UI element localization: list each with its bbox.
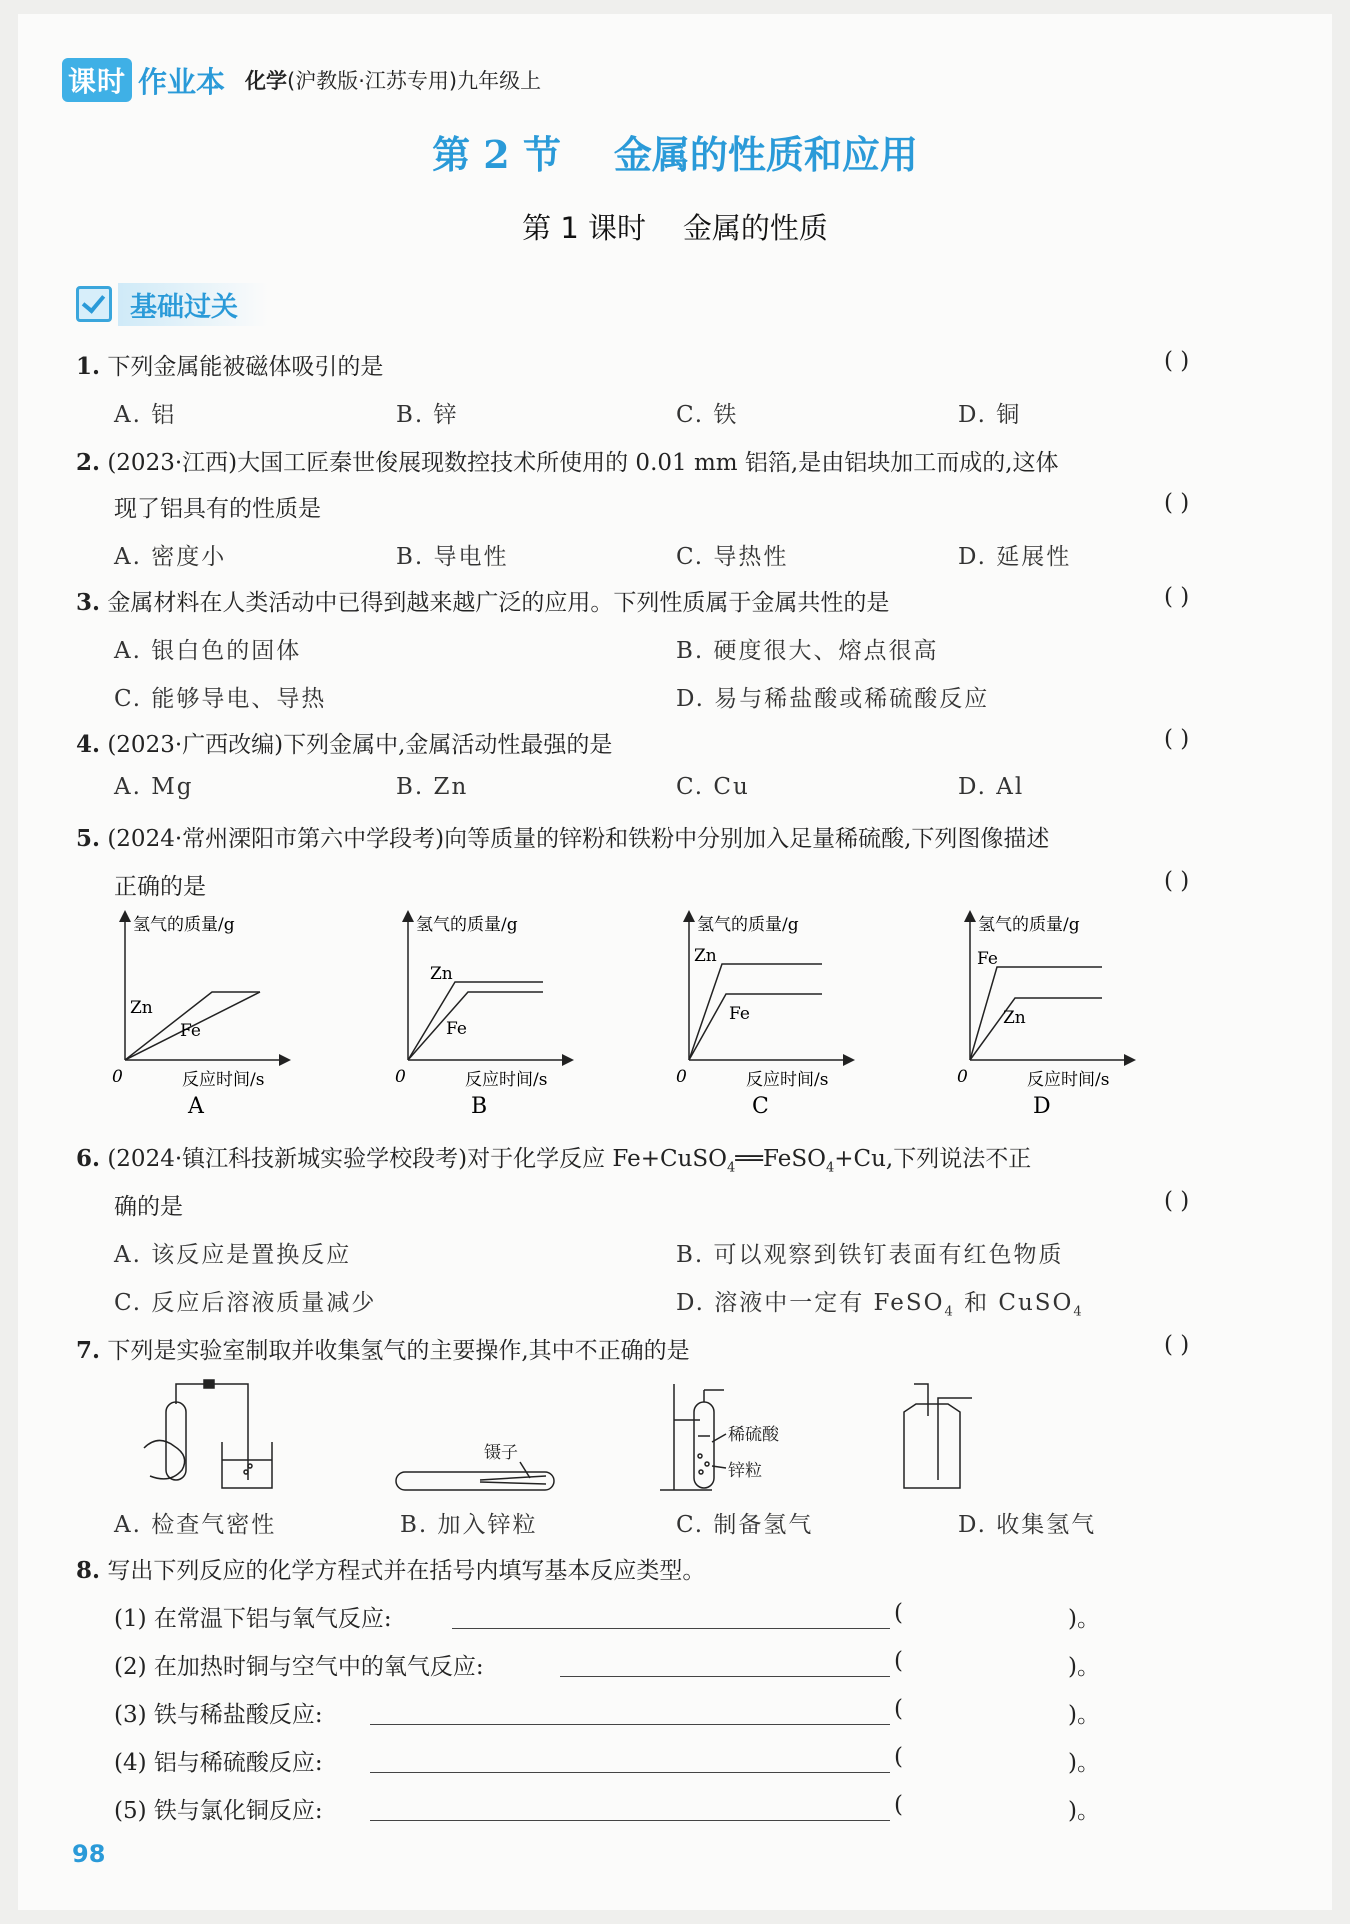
q6-line2: 确的是 xyxy=(114,1194,183,1220)
q3-paren: ( ) xyxy=(1164,584,1190,610)
q1-opt-d: D. 铜 xyxy=(958,402,1022,428)
q2-paren: ( ) xyxy=(1164,490,1190,516)
subject-name: 化学 xyxy=(245,69,288,93)
q3-num: 3. xyxy=(76,589,101,616)
q1-paren: ( ) xyxy=(1164,348,1190,374)
water-beaker xyxy=(222,1442,272,1488)
graph-c-ylabel: 氢气的质量/g xyxy=(697,915,799,935)
graph-c-letter: C xyxy=(752,1094,769,1119)
graph-a-bottom: Fe xyxy=(180,1021,201,1041)
fig-d-collect-h2 xyxy=(904,1384,972,1488)
q6-sub-2: 4 xyxy=(825,1160,835,1176)
q6-sub-4: 4 xyxy=(1073,1304,1084,1320)
q3 xyxy=(76,584,889,617)
acid-label: 稀硫酸 xyxy=(728,1425,779,1445)
q4-paren: ( ) xyxy=(1164,726,1190,752)
q6-paren: ( ) xyxy=(1164,1188,1190,1214)
q5-line1: (2024·常州溧阳市第六中学段考)向等质量的锌粉和铁粉中分别加入足量稀硫酸,下列图像描述 xyxy=(107,826,1050,852)
q5 xyxy=(76,820,1049,853)
q3-opt-b: B. 硬度很大、熔点很高 xyxy=(676,638,939,664)
brand-name: 作业本 xyxy=(138,64,226,99)
q4-opt-a: A. Mg xyxy=(114,774,194,800)
q4 xyxy=(76,726,612,759)
graph-d-xlabel: 反应时间/s xyxy=(1027,1070,1110,1090)
graph-d-origin: 0 xyxy=(957,1067,968,1087)
q6-opt-d-a: D. 溶液中一定有 FeSO xyxy=(676,1290,945,1316)
q1 xyxy=(76,348,383,381)
section-title: 第 2 节 金属的性质和应用 xyxy=(432,132,918,177)
q2-line1: (2023·江西)大国工匠秦世俊展现数控技术所使用的 0.01 mm 铝箔,是由铝块加工而成的,这体 xyxy=(107,450,1059,476)
q1-opt-c: C. 铁 xyxy=(676,402,739,428)
subject xyxy=(245,65,541,95)
zinc-granule xyxy=(698,1454,702,1458)
graph-b xyxy=(395,915,568,1119)
q8-close-4: )。 xyxy=(1068,1750,1100,1776)
q4-num: 4. xyxy=(76,731,101,758)
q6-opt-b: B. 可以观察到铁钉表面有红色物质 xyxy=(676,1242,1064,1268)
page-number: 98 xyxy=(72,1840,106,1868)
q4-text: (2023·广西改编)下列金属中,金属活动性最强的是 xyxy=(107,732,613,758)
inlet-tube xyxy=(914,1384,928,1416)
graph-c-origin: 0 xyxy=(676,1067,687,1087)
q1-opt-a: A. 铝 xyxy=(114,402,177,428)
q6-sub-1: 4 xyxy=(727,1160,736,1176)
graph-a-top: Zn xyxy=(130,998,153,1018)
tweezers-pointer xyxy=(520,1462,530,1478)
q7 xyxy=(76,1332,690,1365)
hand-icon xyxy=(144,1440,185,1478)
edition: (沪教版·江苏专用)九年级上 xyxy=(287,69,542,93)
q1-opt-b: B. 锌 xyxy=(396,402,459,428)
graph-b-xlabel: 反应时间/s xyxy=(465,1070,548,1090)
q5-num: 5. xyxy=(76,825,101,852)
graph-c-line-upper xyxy=(689,964,822,1060)
q8-text: 写出下列反应的化学方程式并在括号内填写基本反应类型。 xyxy=(107,1558,706,1584)
graph-c-top: Zn xyxy=(694,946,717,966)
q2-opt-a: A. 密度小 xyxy=(114,544,227,570)
q6 xyxy=(76,1140,1031,1176)
q4-opt-d: D. Al xyxy=(958,774,1025,800)
graph-b-ylabel: 氢气的质量/g xyxy=(416,915,518,935)
q6-sub-3: 4 xyxy=(944,1304,955,1320)
basic-heading xyxy=(76,284,268,324)
q6-line1-a: (2024·镇江科技新城实验学校段考)对于化学反应 Fe+CuSO xyxy=(107,1146,728,1172)
check-icon xyxy=(76,286,112,322)
q8-item-5: (5) 铁与氯化铜反应: xyxy=(114,1798,323,1824)
q8-close-3: )。 xyxy=(1068,1702,1100,1728)
graph-b-letter: B xyxy=(471,1094,488,1119)
q7-figures xyxy=(100,1376,1120,1496)
graph-a-letter: A xyxy=(188,1094,204,1119)
brand-logo: 课时 xyxy=(62,58,132,102)
q5-graphs xyxy=(100,910,1160,1120)
graph-a-origin: 0 xyxy=(112,1067,123,1087)
graph-a-ylabel: 氢气的质量/g xyxy=(133,915,235,935)
graph-d-line-upper xyxy=(970,967,1102,1060)
q8 xyxy=(76,1552,705,1585)
q4-opt-b: B. Zn xyxy=(396,774,469,800)
graph-b-top: Zn xyxy=(430,964,453,984)
q3-opt-d: D. 易与稀盐酸或稀硫酸反应 xyxy=(676,686,990,712)
q5-paren: ( ) xyxy=(1164,868,1190,894)
graph-d-line-lower xyxy=(970,998,1102,1060)
tweezers-icon xyxy=(480,1476,546,1480)
q6-opt-c: C. 反应后溶液质量减少 xyxy=(114,1290,377,1316)
answer-blank-1[interactable] xyxy=(452,1628,890,1629)
q6-opt-a: A. 该反应是置换反应 xyxy=(114,1242,352,1268)
fig-c-generate-h2 xyxy=(660,1384,780,1490)
gas-bottle xyxy=(904,1404,960,1488)
graph-d-ylabel: 氢气的质量/g xyxy=(978,915,1080,935)
q2 xyxy=(76,444,1059,477)
q8-item-2: (2) 在加热时铜与空气中的氧气反应: xyxy=(114,1654,484,1680)
q4-opt-c: C. Cu xyxy=(676,774,750,800)
long-tube xyxy=(938,1398,972,1480)
tweezers-label: 镊子 xyxy=(484,1443,518,1463)
q8-item-4: (4) 铝与稀硫酸反应: xyxy=(114,1750,323,1776)
graph-b-origin: 0 xyxy=(395,1067,406,1087)
q7-opt-c: C. 制备氢气 xyxy=(676,1512,814,1538)
q8-num: 8. xyxy=(76,1557,101,1584)
answer-blank-3[interactable] xyxy=(370,1724,890,1725)
graph-c-xlabel: 反应时间/s xyxy=(746,1070,829,1090)
basic-label: 基础过关 xyxy=(118,283,268,326)
graph-d xyxy=(957,915,1130,1119)
delivery-tube xyxy=(176,1384,248,1480)
q6-opt-d xyxy=(676,1284,1084,1320)
q6-opt-d-b: 和 CuSO xyxy=(954,1290,1074,1316)
q8-open-1: ( xyxy=(894,1600,903,1626)
lesson-title: 第 1 课时 金属的性质 xyxy=(522,211,828,245)
zinc-granule xyxy=(699,1470,703,1474)
q2-opt-c: C. 导热性 xyxy=(676,544,789,570)
test-tube xyxy=(694,1402,714,1488)
q8-item-1: (1) 在常温下铝与氧气反应: xyxy=(114,1606,392,1632)
q2-opt-b: B. 导电性 xyxy=(396,544,509,570)
graph-d-letter: D xyxy=(1033,1094,1051,1119)
q2-num: 2. xyxy=(76,449,101,476)
bubble-icon xyxy=(248,1464,252,1468)
q1-num: 1. xyxy=(76,353,101,380)
zinc-label: 锌粒 xyxy=(728,1461,762,1481)
q8-open-5: ( xyxy=(894,1792,903,1818)
tweezers-icon xyxy=(480,1482,546,1484)
q7-paren: ( ) xyxy=(1164,1332,1190,1358)
q8-open-2: ( xyxy=(894,1648,903,1674)
q1-text: 下列金属能被磁体吸引的是 xyxy=(107,354,384,380)
q6-line1-c: +Cu,下列说法不正 xyxy=(834,1146,1032,1172)
q8-open-4: ( xyxy=(894,1744,903,1770)
q3-text: 金属材料在人类活动中已得到越来越广泛的应用。下列性质属于金属共性的是 xyxy=(107,590,890,616)
graph-c-bottom: Fe xyxy=(729,1004,750,1024)
graph-d-top: Fe xyxy=(977,949,998,969)
q8-item-3: (3) 铁与稀盐酸反应: xyxy=(114,1702,323,1728)
graph-a xyxy=(112,915,285,1119)
horizontal-tube xyxy=(396,1472,554,1490)
graph-c xyxy=(676,915,849,1119)
fig-b-add-zinc xyxy=(396,1443,554,1490)
fig-a-airtightness xyxy=(144,1380,272,1488)
answer-blank-5[interactable] xyxy=(370,1820,890,1821)
header xyxy=(62,60,541,100)
q8-close-5: )。 xyxy=(1068,1798,1100,1824)
q3-opt-c: C. 能够导电、导热 xyxy=(114,686,327,712)
q6-line1-b: ══FeSO xyxy=(735,1146,826,1172)
q2-opt-d: D. 延展性 xyxy=(958,544,1072,570)
q7-opt-b: B. 加入锌粒 xyxy=(400,1512,538,1538)
q3-opt-a: A. 银白色的固体 xyxy=(114,638,302,664)
q7-text: 下列是实验室制取并收集氢气的主要操作,其中不正确的是 xyxy=(107,1338,690,1364)
q7-num: 7. xyxy=(76,1337,101,1364)
q6-num: 6. xyxy=(76,1145,101,1172)
bubble-icon xyxy=(244,1470,248,1474)
q8-close-2: )。 xyxy=(1068,1654,1100,1680)
tube-joint xyxy=(204,1380,214,1388)
q2-line2: 现了铝具有的性质是 xyxy=(114,496,321,522)
q5-line2: 正确的是 xyxy=(114,874,206,900)
answer-blank-2[interactable] xyxy=(560,1676,890,1677)
graph-b-bottom: Fe xyxy=(446,1019,467,1039)
q7-opt-a: A. 检查气密性 xyxy=(114,1512,277,1538)
zinc-granule xyxy=(705,1462,709,1466)
q8-close-1: )。 xyxy=(1068,1606,1100,1632)
graph-d-bottom: Zn xyxy=(1003,1008,1026,1028)
graph-a-xlabel: 反应时间/s xyxy=(182,1070,265,1090)
answer-blank-4[interactable] xyxy=(370,1772,890,1773)
graph-b-line-upper xyxy=(408,982,543,1060)
q7-opt-d: D. 收集氢气 xyxy=(958,1512,1097,1538)
q8-open-3: ( xyxy=(894,1696,903,1722)
